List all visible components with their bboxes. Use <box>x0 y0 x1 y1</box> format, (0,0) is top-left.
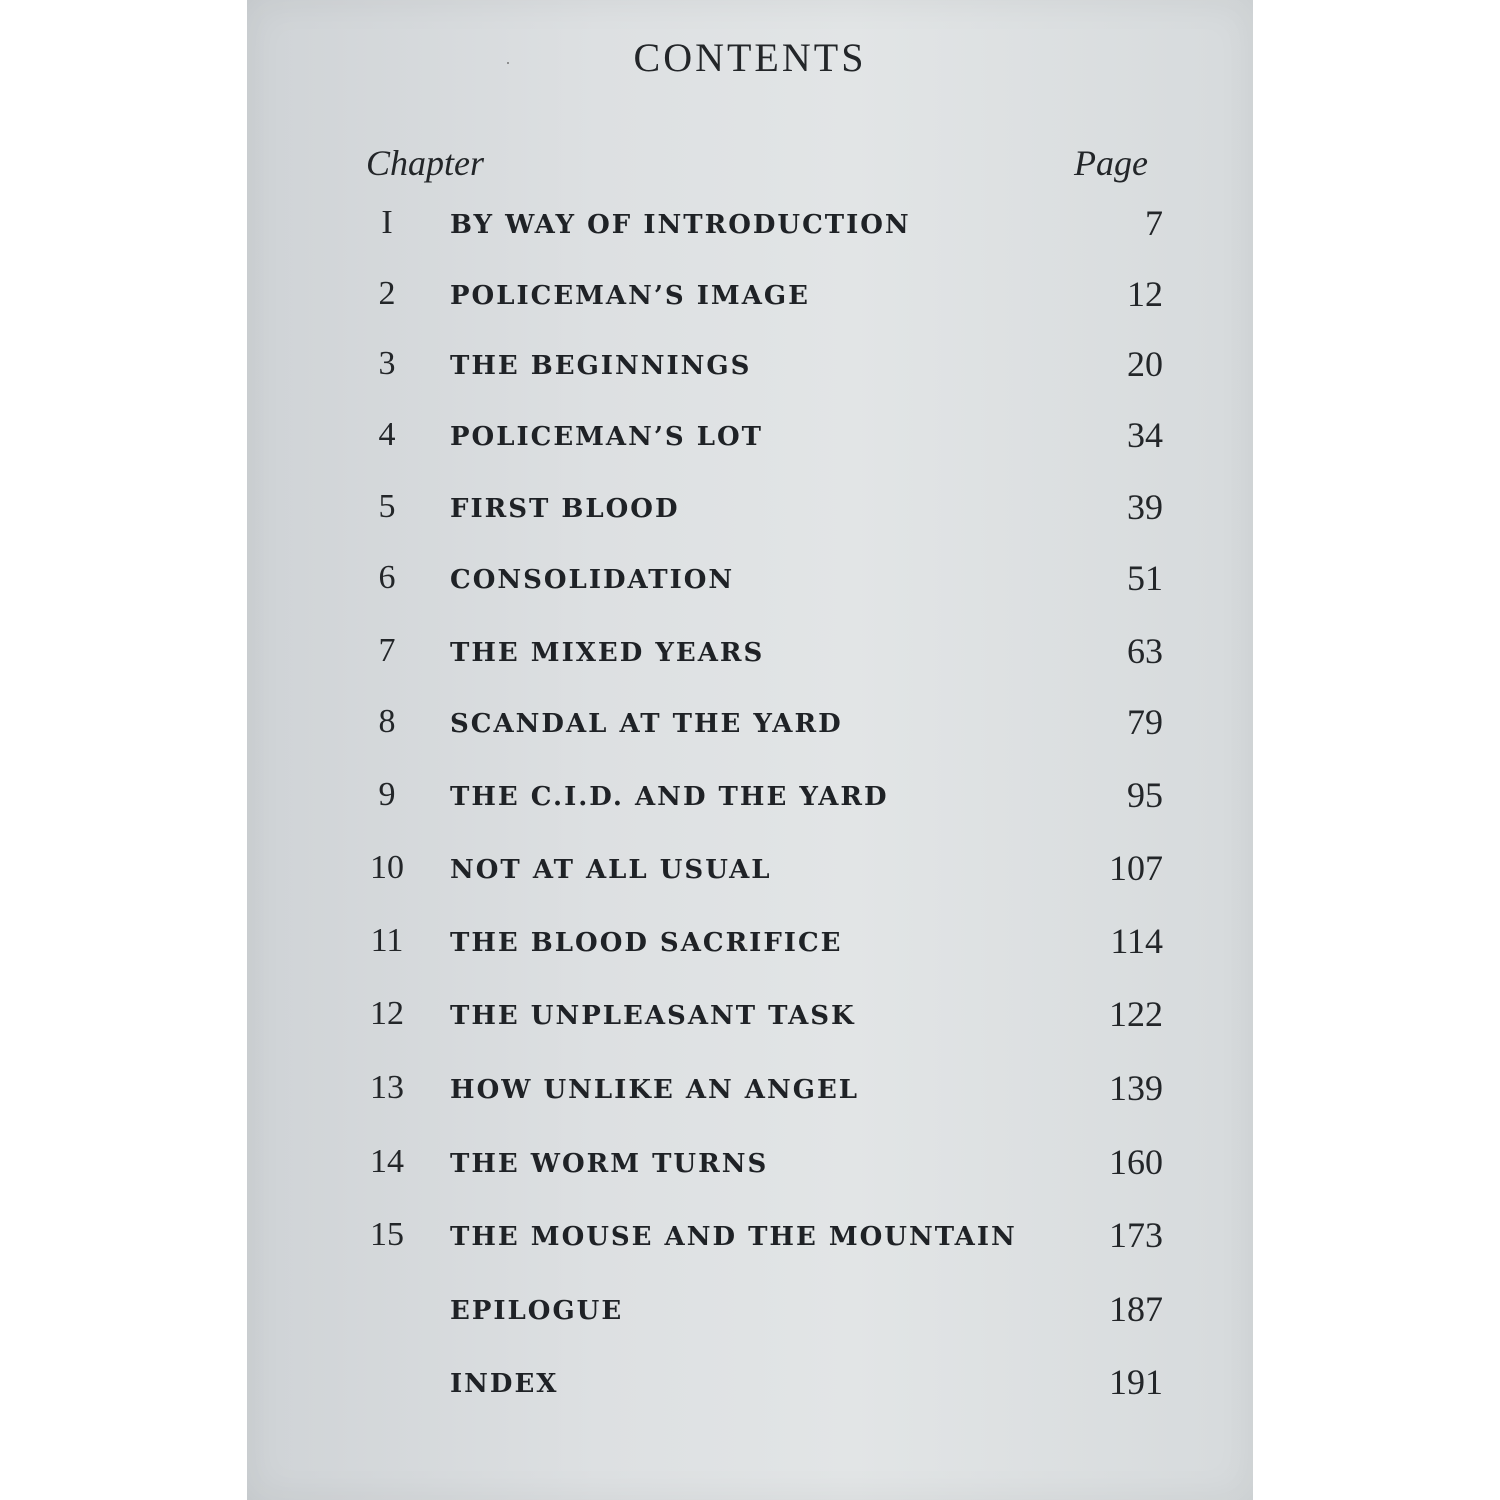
toc-entry <box>247 993 1253 1043</box>
chapter-title: HOW UNLIKE AN ANGEL <box>450 1075 860 1105</box>
chapter-title: EPILOGUE <box>450 1296 624 1326</box>
page-number: 63 <box>1127 631 1163 671</box>
chapter-title: FIRST BLOOD <box>450 494 680 524</box>
toc-entry <box>247 1141 1253 1191</box>
chapter-title: THE UNPLEASANT TASK <box>450 1001 856 1031</box>
page-number: 187 <box>1109 1289 1163 1329</box>
toc-entry <box>247 202 1253 252</box>
chapter-title: POLICEMAN’S IMAGE <box>450 281 810 311</box>
chapter-number: 12 <box>370 995 404 1032</box>
page-number: 114 <box>1110 921 1163 961</box>
chapter-column-header: Chapter <box>366 143 485 183</box>
chapter-number: 2 <box>378 275 396 312</box>
chapter-number: 8 <box>378 703 396 740</box>
page-number: 160 <box>1109 1142 1163 1182</box>
chapter-title: THE C.I.D. AND THE YARD <box>450 782 889 812</box>
toc-entry <box>247 343 1253 393</box>
toc-entry <box>247 920 1253 970</box>
chapter-title: THE MIXED YEARS <box>450 638 765 668</box>
chapter-title: NOT AT ALL USUAL <box>450 855 772 885</box>
chapter-title: THE BEGINNINGS <box>450 351 752 381</box>
chapter-number: 10 <box>370 849 404 886</box>
chapter-number: 13 <box>370 1069 404 1106</box>
toc-entry <box>247 1067 1253 1117</box>
page-number: 95 <box>1127 775 1163 815</box>
chapter-title: SCANDAL AT THE YARD <box>450 709 843 739</box>
chapter-number: 7 <box>378 632 396 669</box>
toc-entry <box>247 1214 1253 1264</box>
chapter-title: BY WAY OF INTRODUCTION <box>450 210 911 240</box>
page-number: 122 <box>1109 994 1163 1034</box>
page-number: 39 <box>1127 487 1163 527</box>
chapter-number: 9 <box>378 776 396 813</box>
toc-entry <box>247 557 1253 607</box>
toc-entry <box>247 486 1253 536</box>
chapter-title: POLICEMAN’S LOT <box>450 422 764 452</box>
toc-entry <box>247 774 1253 824</box>
page-number: 79 <box>1127 702 1163 742</box>
chapter-number: 3 <box>378 345 396 382</box>
chapter-title: THE WORM TURNS <box>450 1149 769 1179</box>
chapter-title: THE BLOOD SACRIFICE <box>450 928 843 958</box>
chapter-number: 15 <box>370 1216 404 1253</box>
chapter-number: 11 <box>370 922 404 959</box>
chapter-number: 5 <box>378 488 396 525</box>
chapter-title: CONSOLIDATION <box>450 565 735 595</box>
toc-entry <box>247 1288 1253 1338</box>
page-number: 191 <box>1109 1362 1163 1402</box>
page-number: 173 <box>1109 1215 1163 1255</box>
book-page <box>247 0 1253 1500</box>
page-number: 51 <box>1127 558 1163 598</box>
toc-entry <box>247 1361 1253 1411</box>
contents-title: CONTENTS <box>633 35 867 80</box>
chapter-title: THE MOUSE AND THE MOUNTAIN <box>450 1222 1017 1252</box>
page-number: 7 <box>1145 203 1163 243</box>
page-number: 107 <box>1109 848 1163 888</box>
page-number: 34 <box>1127 415 1163 455</box>
toc-entry <box>247 701 1253 751</box>
toc-entry <box>247 414 1253 464</box>
page-number: 20 <box>1127 344 1163 384</box>
toc-entry <box>247 847 1253 897</box>
chapter-number: I <box>381 204 393 241</box>
chapter-number: 6 <box>378 559 396 596</box>
page-column-header: Page <box>1074 143 1148 183</box>
page-number: 139 <box>1109 1068 1163 1108</box>
page-number: 12 <box>1127 274 1163 314</box>
chapter-number: 4 <box>378 416 396 453</box>
chapter-number: 14 <box>370 1143 404 1180</box>
chapter-title: INDEX <box>450 1369 559 1399</box>
toc-entry <box>247 630 1253 680</box>
toc-entry <box>247 273 1253 323</box>
